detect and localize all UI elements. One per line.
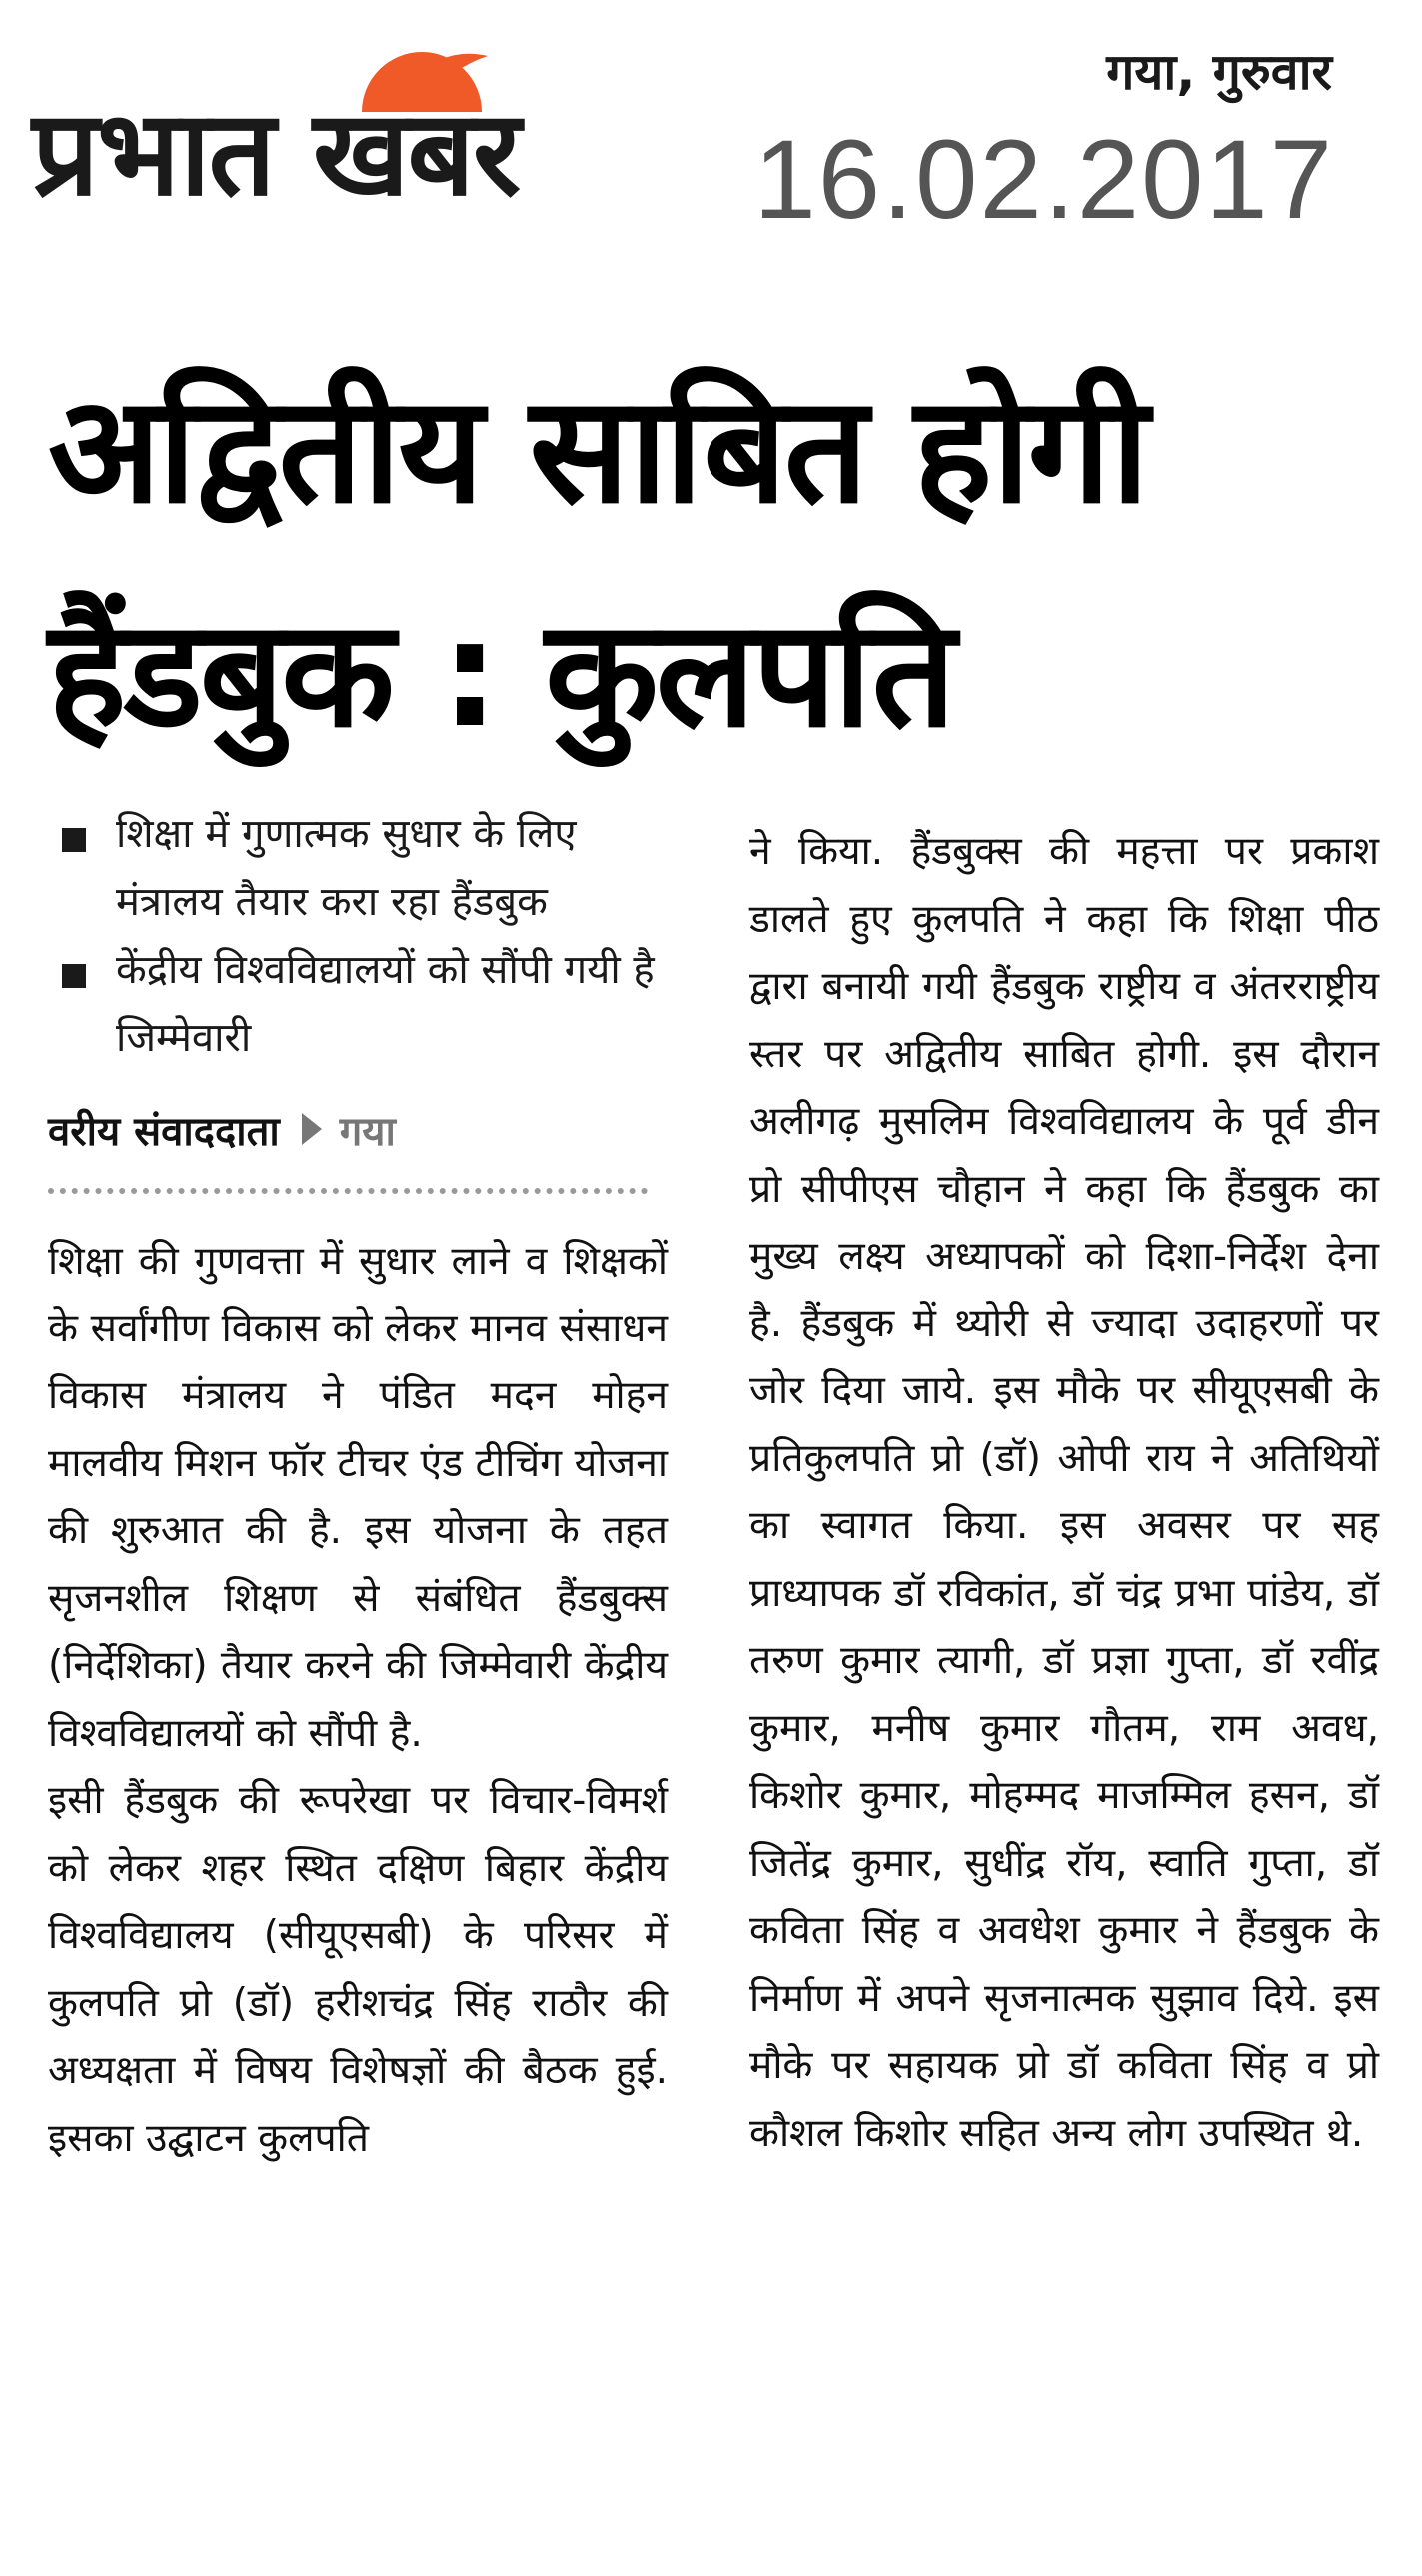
highlight-text: शिक्षा में गुणात्मक सुधार के लिए मंत्रालय तैयार करा रहा हैंडबुक [116, 811, 577, 925]
edition-day: गया, गुरुवार [1106, 43, 1332, 101]
highlight-text: केंद्रीय विश्वविद्यालयों को सौंपी गयी है जिम्मेवारी [116, 947, 655, 1061]
newspaper-logo [32, 30, 711, 222]
article-right-column [749, 818, 1379, 2167]
dotted-divider [48, 1188, 648, 1194]
headline-line-2: हैंडबुक : कुलपति [48, 588, 953, 760]
headline [48, 338, 1387, 786]
play-arrow-icon [302, 1113, 322, 1145]
article-body-right [749, 818, 1379, 2167]
logo-wordmark: प्रभात खबर [32, 84, 520, 222]
square-bullet-icon [62, 964, 86, 988]
byline-author: वरीय संवाददाता [48, 1108, 280, 1155]
article-left-column [48, 800, 668, 2172]
square-bullet-icon [62, 828, 86, 852]
publication-date: 16.02.2017 [753, 117, 1334, 242]
masthead [0, 0, 1422, 242]
byline-place: गया [339, 1108, 396, 1155]
article-paragraph: शिक्षा की गुणवत्ता में सुधार लाने व शिक्षकों के सर्वांगीण विकास को लेकर मानव संसाधन विकास मंत्रालय ने पंडित मदन मोहन मालवीय मिशन फॉर टीचर एंड टीचिंग योजना की शुरुआत की है. इस योजना के तहत सृजनशील शिक्षण से संबंधित हैंडबुक्स (निर्देशिका) तैयार करने की जिम्मेवारी केंद्रीय विश्वविद्यालयों को सौंपी है. [48, 1239, 668, 1756]
article-body-left [48, 1228, 668, 2172]
byline [48, 1094, 668, 1164]
highlight-item [48, 936, 668, 1072]
highlight-item [48, 800, 668, 936]
article-paragraph: ने किया. हैंडबुक्स की महत्ता पर प्रकाश डालते हुए कुलपति ने कहा कि शिक्षा पीठ द्वारा बनायी गयी हैंडबुक राष्ट्रीय व अंतरराष्ट्रीय स्तर पर अद्वितीय साबित होगी. इस दौरान अलीगढ़ मुसलिम विश्वविद्यालय के पूर्व डीन प्रो सीपीएस चौहान ने कहा कि हैंडबुक का मुख्य लक्ष्य अध्यापकों को दिशा-निर्देश देना है. हैंडबुक में थ्योरी से ज्यादा उदाहरणों पर जोर दिया जाये. इस मौके पर सीयूएसबी के प्रतिकुलपति प्रो (डॉ) ओपी राय ने अतिथियों का स्वागत किया. इस अवसर पर सह प्राध्यापक डॉ रविकांत, डॉ चंद्र प्रभा पांडेय, डॉ तरुण कुमार त्यागी, डॉ प्रज्ञा गुप्ता, डॉ रवींद्र कुमार, मनीष कुमार गौतम, राम अवध, किशोर कुमार, मोहम्मद माजम्मिल हसन, डॉ जितेंद्र कुमार, सुधींद्र रॉय, स्वाति गुप्ता, डॉ कविता सिंह व अवधेश कुमार ने हैंडबुक के निर्माण में अपने सृजनात्मक सुझाव दिये. इस मौके पर सहायक प्रो डॉ कविता सिंह व प्रो कौशल किशोर सहित अन्य लोग उपस्थित थे. [749, 829, 1379, 2156]
article-paragraph: इसी हैंडबुक की रूपरेखा पर विचार-विमर्श को लेकर शहर स्थित दक्षिण बिहार केंद्रीय विश्वविद्यालय (सीयूएसबी) के परिसर में कुलपति प्रो (डॉ) हरीशचंद्र सिंह राठौर की अध्यक्षता में विषय विशेषज्ञों की बैठक हुई. इसका उद्घाटन कुलपति [48, 1778, 668, 2161]
highlights-list [48, 800, 668, 1072]
headline-line-1: अद्वितीय साबित होगी [48, 364, 1147, 536]
